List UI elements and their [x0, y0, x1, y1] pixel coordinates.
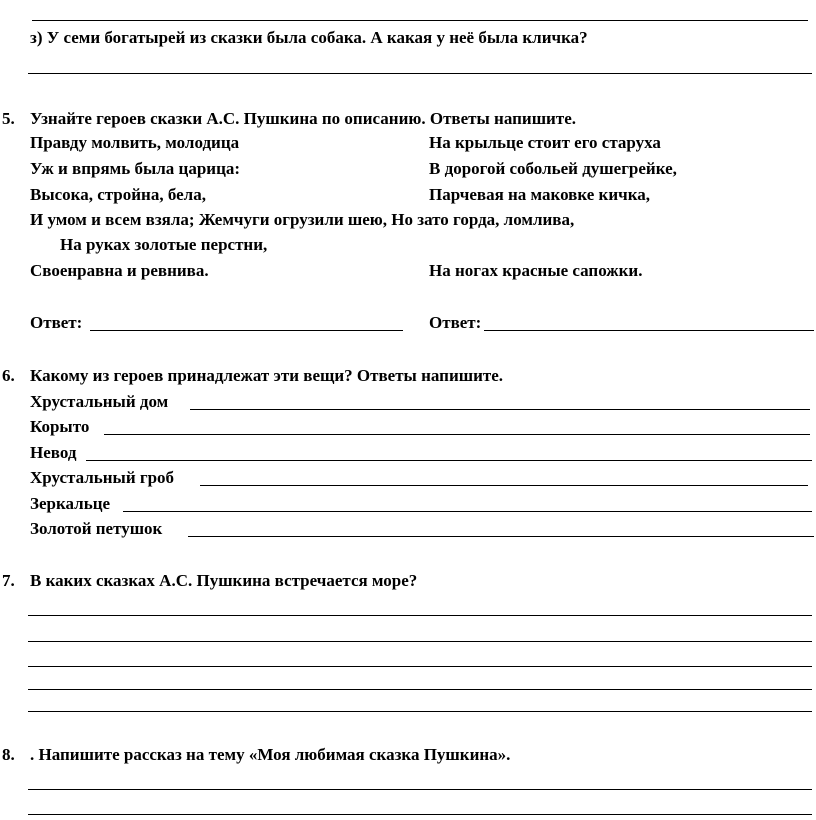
- question-8-number: 8.: [2, 745, 15, 764]
- answer-line-item-2[interactable]: [104, 434, 810, 435]
- answer-line-q8-1[interactable]: [28, 789, 812, 790]
- poem-row-4: И умом и всем взяла; Жемчуги огрузили шею, Но зато горда, ломлива,: [30, 210, 575, 229]
- answer-line-right[interactable]: [484, 330, 814, 331]
- answer-label-right: Ответ:: [429, 313, 482, 332]
- question-7-number: 7.: [2, 571, 15, 590]
- answer-line-item-3[interactable]: [86, 460, 812, 461]
- answer-line-item-4[interactable]: [200, 485, 808, 486]
- answer-line-q8-2[interactable]: [28, 814, 812, 815]
- poem-right-line-1: На крыльце стоит его старуха: [429, 133, 661, 152]
- question-3-text: з) У семи богатырей из сказки была собака. А какая у неё была кличка?: [30, 28, 588, 47]
- poem-left-last: Своенравна и ревнива.: [30, 261, 209, 280]
- answer-line-item-1[interactable]: [190, 409, 810, 410]
- answer-line-q7-2[interactable]: [28, 641, 812, 642]
- item-golden-cockerel: Золотой петушок: [30, 519, 163, 538]
- answer-line-q7-5[interactable]: [28, 711, 812, 712]
- answer-label-left: Ответ:: [30, 313, 83, 332]
- question-7-title: В каких сказках А.С. Пушкина встречается море?: [30, 571, 418, 590]
- poem-left-line-1: Правду молвить, молодица: [30, 133, 240, 152]
- poem-right-line-2: В дорогой собольей душегрейке,: [429, 159, 677, 178]
- item-trough: Корыто: [30, 417, 90, 436]
- answer-line-q7-4[interactable]: [28, 689, 812, 690]
- answer-line-q3[interactable]: [28, 73, 812, 74]
- answer-line-q7-1[interactable]: [28, 615, 812, 616]
- item-net: Невод: [30, 443, 77, 462]
- poem-left-line-2: Уж и впрямь была царица:: [30, 159, 241, 178]
- poem-right-last: На ногах красные сапожки.: [429, 261, 643, 280]
- question-6-title: Какому из героев принадлежат эти вещи? Ответы напишите.: [30, 366, 504, 385]
- item-crystal-coffin: Хрустальный гроб: [30, 468, 175, 487]
- item-crystal-house: Хрустальный дом: [30, 392, 169, 411]
- answer-line-left[interactable]: [90, 330, 403, 331]
- poem-row-5: На руках золотые перстни,: [60, 235, 268, 254]
- answer-line-top: [32, 20, 808, 21]
- answer-line-item-5[interactable]: [123, 511, 812, 512]
- question-5-title: Узнайте героев сказки А.С. Пушкина по описанию. Ответы напишите.: [30, 109, 576, 128]
- poem-right-line-3: Парчевая на маковке кичка,: [429, 185, 650, 204]
- answer-line-item-6[interactable]: [188, 536, 814, 537]
- poem-left-line-3: Высока, стройна, бела,: [30, 185, 206, 204]
- question-5-number: 5.: [2, 109, 15, 128]
- question-8-title: . Напишите рассказ на тему «Моя любимая сказка Пушкина».: [30, 745, 511, 764]
- answer-line-q7-3[interactable]: [28, 666, 812, 667]
- question-6-number: 6.: [2, 366, 15, 385]
- item-mirror: Зеркальце: [30, 494, 111, 513]
